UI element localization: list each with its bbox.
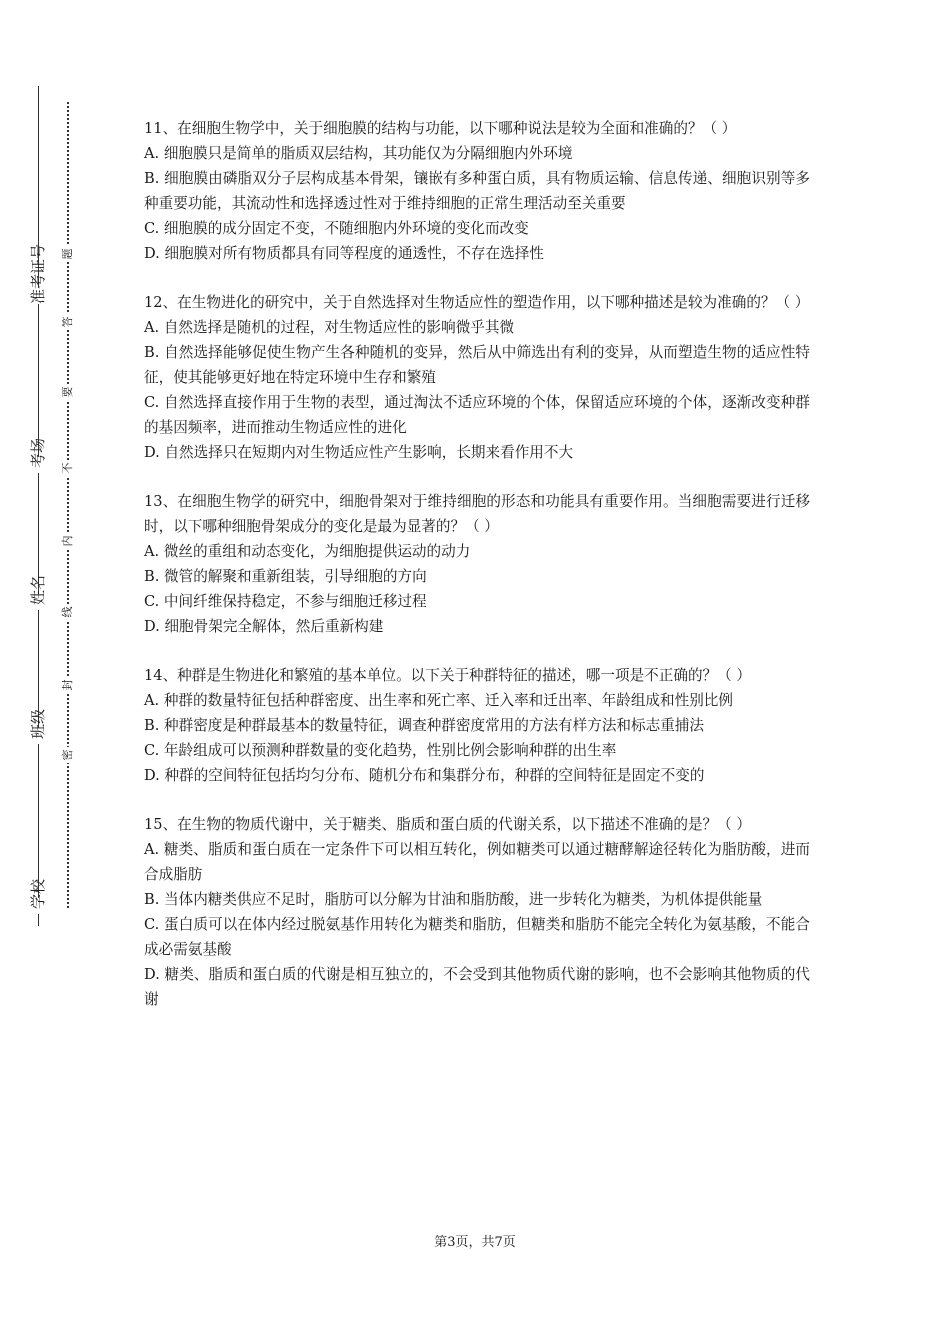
- class-label: 班级: [30, 728, 46, 744]
- page-number: 第3页，共7页: [434, 1235, 516, 1250]
- option-a: A. 糖类、脂质和蛋白质在一定条件下可以相互转化，例如糖类可以通过糖酵解途径转化为脂肪酸，进而合成脂肪: [144, 841, 810, 883]
- option-c: C. 中间纤维保持稳定，不参与细胞迁移过程: [144, 593, 427, 610]
- seal-char: 答: [60, 314, 76, 330]
- exam-room-label: 考场: [30, 457, 46, 473]
- option-c: C. 年龄组成可以预测种群数量的变化趋势，性别比例会影响种群的出生率: [144, 742, 617, 759]
- question-stem: 15、在生物的物质代谢中，关于糖类、脂质和蛋白质的代谢关系，以下描述不准确的是？（ ）: [144, 816, 751, 833]
- question-stem: 13、在细胞生物学的研究中，细胞骨架对于维持细胞的形态和功能具有重要作用。当细胞需要进行迁移时，以下哪种细胞骨架成分的变化是最为显著的？（ ）: [144, 493, 810, 535]
- option-a: A. 细胞膜只是简单的脂质双层结构，其功能仅为分隔细胞内外环境: [144, 145, 573, 162]
- option-b: B. 微管的解聚和重新组装，引导细胞的方向: [144, 568, 427, 585]
- option-d: D. 种群的空间特征包括均匀分布、随机分布和集群分布，种群的空间特征是固定不变的: [144, 767, 705, 784]
- question-stem: 12、在生物进化的研究中，关于自然选择对生物适应性的塑造作用，以下哪种描述是较为准确的？（ ）: [144, 294, 810, 311]
- option-b: B. 自然选择能够促使生物产生各种随机的变异，然后从中筛选出有利的变异，从而塑造生物的适应性特征，使其能够更好地在特定环境中生存和繁殖: [144, 344, 810, 386]
- seal-char: 题: [60, 246, 76, 262]
- question-12: [144, 290, 810, 465]
- question-15: [144, 812, 810, 1012]
- option-c: C. 自然选择直接作用于生物的表型，通过淘汰不适应环境的个体，保留适应环境的个体，逐渐改变种群的基因频率，进而推动生物适应性的进化: [144, 394, 810, 436]
- option-a: A. 微丝的重组和动态变化，为细胞提供运动的动力: [144, 543, 471, 560]
- option-c: C. 细胞膜的成分固定不变，不随细胞内外环境的变化而改变: [144, 220, 529, 237]
- seal-char: 内: [60, 533, 76, 549]
- option-a: A. 种群的数量特征包括种群密度、出生率和死亡率、迁入率和迁出率、年龄组成和性别比例: [144, 692, 733, 709]
- question-list: [144, 116, 810, 1036]
- option-c: C. 蛋白质可以在体内经过脱氨基作用转化为糖类和脂肪，但糖类和脂肪不能完全转化为氨基酸，不能合成必需氨基酸: [144, 916, 810, 958]
- question-stem: 14、种群是生物进化和繁殖的基本单位。以下关于种群特征的描述，哪一项是不正确的？（ ）: [144, 667, 751, 684]
- question-13: [144, 489, 810, 639]
- seal-dotted-line: [67, 102, 69, 908]
- binding-margin: [0, 0, 110, 1344]
- binding-solid-line: [38, 86, 39, 926]
- question-14: [144, 663, 810, 788]
- seal-char: 密: [60, 747, 76, 763]
- option-b: B. 细胞膜由磷脂双分子层构成基本骨架，镶嵌有多种蛋白质，具有物质运输、信息传递、细胞识别等多种重要功能，其流动性和选择透过性对于维持细胞的正常生理活动至关重要: [144, 170, 810, 212]
- option-b: B. 种群密度是种群最基本的数量特征，调查种群密度常用的方法有样方法和标志重捕法: [144, 717, 704, 734]
- student-name-label: 姓名: [30, 594, 46, 610]
- seal-char: 线: [60, 604, 76, 620]
- question-11: [144, 116, 810, 266]
- seal-char: 要: [60, 384, 76, 400]
- option-a: A. 自然选择是随机的过程，对生物适应性的影响微乎其微: [144, 319, 515, 336]
- school-label: 学校: [30, 898, 46, 914]
- seal-char: 不: [60, 460, 76, 476]
- question-stem: 11、在细胞生物学中，关于细胞膜的结构与功能，以下哪种说法是较为全面和准确的？（ ）: [144, 120, 737, 137]
- option-d: D. 自然选择只在短期内对生物适应性产生影响，长期来看作用不大: [144, 444, 574, 461]
- option-d: D. 细胞骨架完全解体，然后重新构建: [144, 618, 384, 635]
- seal-char: 封: [60, 677, 76, 693]
- option-b: B. 当体内糖类供应不足时，脂肪可以分解为甘油和脂肪酸，进一步转化为糖类，为机体提供能量: [144, 891, 763, 908]
- option-d: D. 糖类、脂质和蛋白质的代谢是相互独立的，不会受到其他物质代谢的影响，也不会影响其他物质的代谢: [144, 966, 810, 1008]
- option-d: D. 细胞膜对所有物质都具有同等程度的通透性，不存在选择性: [144, 245, 544, 262]
- exam-number-label: 准考证号: [29, 243, 47, 304]
